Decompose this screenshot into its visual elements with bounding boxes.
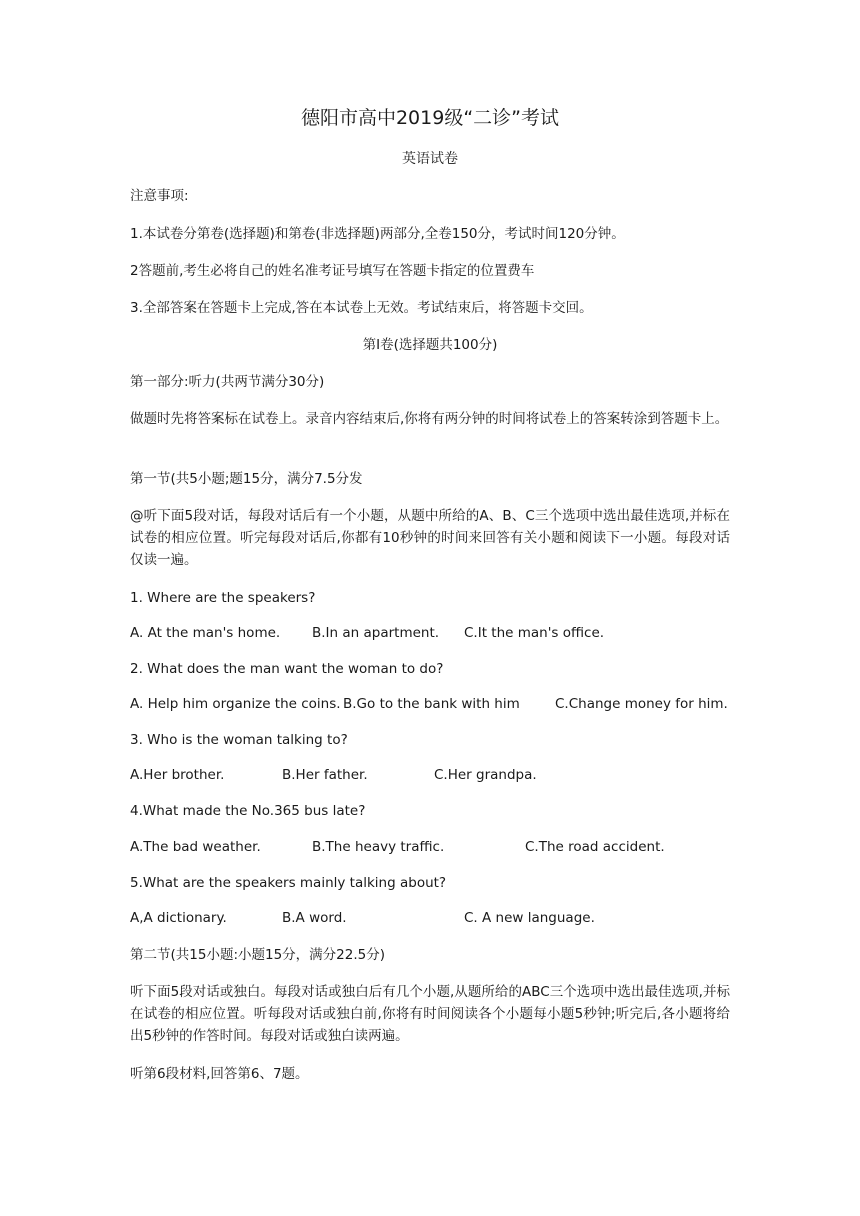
question-1: 1. Where are the speakers? bbox=[130, 590, 316, 606]
volume1-heading: 第I卷(选择题共100分) bbox=[362, 337, 498, 353]
note-item-2: 2答题前,考生必将自己的姓名准考证号填写在答题卡指定的位置费车 bbox=[130, 263, 535, 279]
q3-option-a: A.Her brother. bbox=[130, 767, 225, 783]
q1-option-b: B.In an apartment. bbox=[312, 625, 440, 641]
section1-instruction: @听下面5段对话，每段对话后有一个小题，从题中所给的A、B、C三个选项中选出最佳选项,并标在试卷的相应位置。听完每段对话后,你都有10秒钟的时间来回答有关小题和阅读下一小题。每段对话仅读一遍。 bbox=[130, 508, 730, 568]
q5-option-a: A,A dictionary. bbox=[130, 910, 227, 926]
q1-option-c: C.It the man's office. bbox=[464, 625, 605, 641]
section2-instruction: 听下面5段对话或独白。每段对话或独白后有几个小题,从题所给的ABC三个选项中选出最佳选项,并标在试卷的相应位置。听每段对话或独白前,你将有时间阅读各个小题每小题5秒钟;听完后,各小题将给出5秒钟的作答时间。每段对话或独白读两遍。 bbox=[130, 984, 730, 1044]
question-3: 3. Who is the woman talking to? bbox=[130, 732, 348, 748]
q3-option-b: B.Her father. bbox=[282, 767, 368, 783]
q2-option-c: C.Change money for him. bbox=[555, 696, 728, 712]
q5-option-b: B.A word. bbox=[282, 910, 347, 926]
note-item-3: 3.全部答案在答题卡上完成,答在本试卷上无效。考试结束后，将答题卡交回。 bbox=[130, 300, 593, 316]
q2-option-b: B.Go to the bank with him bbox=[343, 696, 520, 712]
q2-option-a: A. Help him organize the coins. bbox=[130, 696, 341, 712]
part1-instruction: 做题时先将答案标在试卷上。录音内容结束后,你将有两分钟的时间将试卷上的答案转涂到答题卡上。 bbox=[130, 411, 729, 427]
exam-subtitle: 英语试卷 bbox=[402, 151, 458, 167]
note-item-1: 1.本试卷分第卷(选择题)和第卷(非选择题)两部分,全卷150分，考试时间120分钟。 bbox=[130, 226, 625, 242]
section1-heading: 第一节(共5小题;题15分，满分7.5分发 bbox=[130, 471, 363, 487]
question-2: 2. What does the man want the woman to do? bbox=[130, 661, 444, 677]
part1-heading: 第一部分:听力(共两节满分30分) bbox=[130, 374, 325, 390]
section2-heading: 第二节(共15小题:小题15分，满分22.5分) bbox=[130, 947, 385, 963]
q4-option-c: C.The road accident. bbox=[525, 839, 665, 855]
material-note: 听第6段材料,回答第6、7题。 bbox=[130, 1066, 309, 1082]
q4-option-a: A.The bad weather. bbox=[130, 839, 261, 855]
q3-option-c: C.Her grandpa. bbox=[434, 767, 537, 783]
q5-option-c: C. A new language. bbox=[464, 910, 595, 926]
q4-option-b: B.The heavy traffic. bbox=[312, 839, 445, 855]
question-4: 4.What made the No.365 bus late? bbox=[130, 803, 366, 819]
exam-title: 德阳市高中2019级“二诊”考试 bbox=[300, 107, 560, 129]
question-5: 5.What are the speakers mainly talking about? bbox=[130, 875, 447, 891]
q1-option-a: A. At the man's home. bbox=[130, 625, 281, 641]
notes-heading: 注意事项: bbox=[130, 188, 189, 204]
